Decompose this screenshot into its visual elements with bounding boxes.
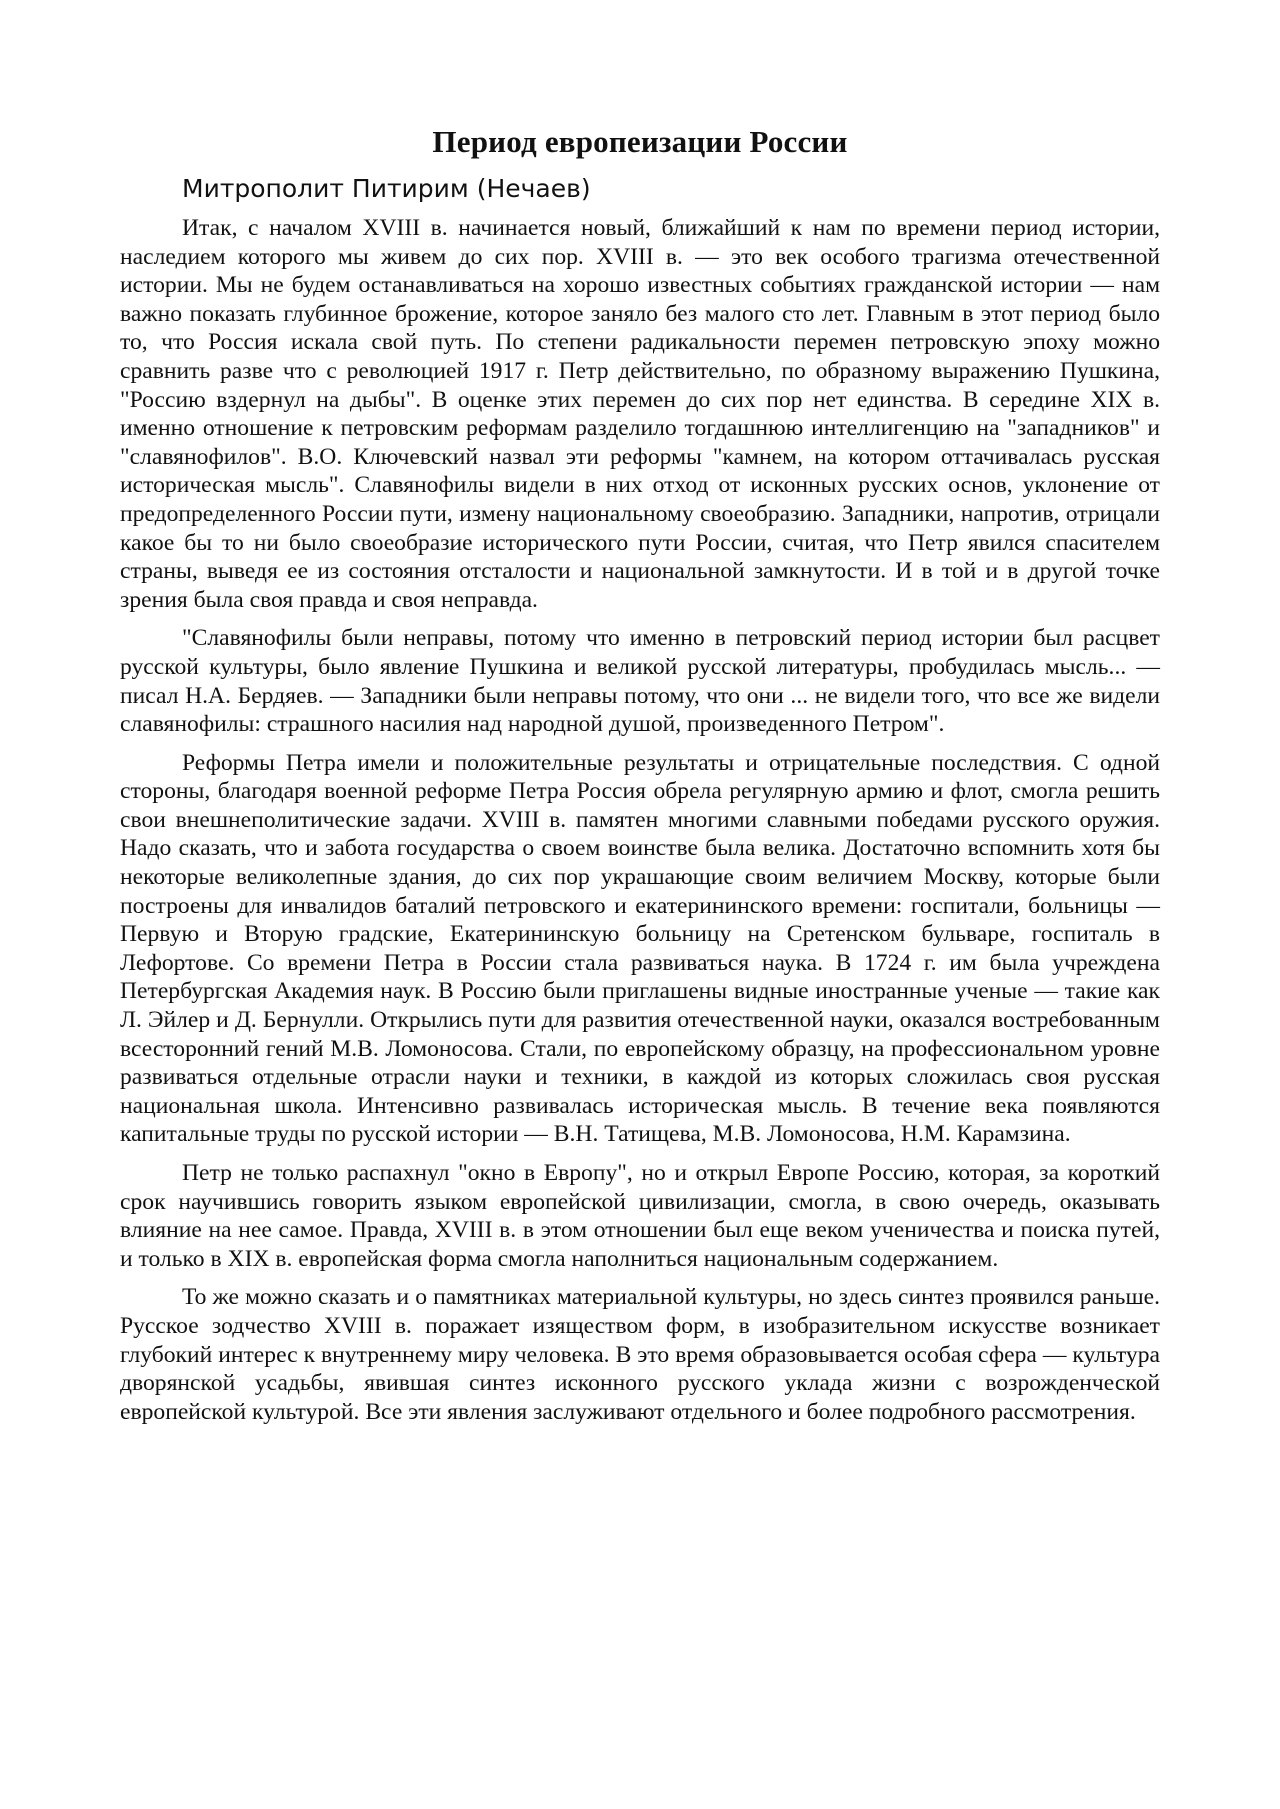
paragraph-1: Итак, с началом XVIII в. начинается новый, ближайший к нам по времени период истории, наследием которого мы живем до сих пор. XVIII в. — это век особого трагизма отечественной истории. Мы не будем останавливаться на хорошо известных событиях гражданской истории — нам важно показать глубинное брожение, которое заняло без малого сто лет. Главным в этот период было то, что Россия искала свой путь. По степени радикальности перемен петровскую эпоху можно сравнить разве что с революцией 1917 г. Петр действительно, по образному выражению Пушкина, "Россию вздернул на дыбы". В оценке этих перемен до сих пор нет единства. В середине XIX в. именно отношение к петровским реформам разделило тогдашнюю интеллигенцию на "западников" и "славянофилов". В.О. Ключевский назвал эти реформы "камнем, на котором оттачивалась русская историческая мысль". Славянофилы видели в них отход от исконных русских основ, уклонение от предопределенного России пути, измену национальному своеобразию. Западники, напротив, отрицали какое бы то ни было своеобразие исторического пути России, считая, что Петр явился спасителем страны, выведя ее из состояния отсталости и национальной замкнутости. И в той и в другой точке зрения была своя правда и своя неправда.: [120, 215, 1160, 613]
document-body: [120, 118, 1160, 1436]
paragraph-3: Реформы Петра имели и положительные результаты и отрицательные последствия. С одной стороны, благодаря военной реформе Петра Россия обрела регулярную армию и флот, смогла решить свои внешнеполитические задачи. XVIII в. памятен многими славными победами русского оружия. Надо сказать, что и забота государства о своем воинстве была велика. Достаточно вспомнить хотя бы некоторые великолепные здания, до сих пор украшающие своим величием Москву, которые были построены для инвалидов баталий петровского и екатерининского времени: госпитали, больницы — Первую и Вторую градские, Екатерининскую больницу на Сретенском бульваре, госпиталь в Лефортове. Со времени Петра в России стала развиваться наука. В 1724 г. им была учреждена Петербургская Академия наук. В Россию были приглашены видные иностранные ученые — такие как Л. Эйлер и Д. Бернулли. Открылись пути для развития отечественной науки, оказался востребованным всесторонний гений М.В. Ломоносова. Стали, по европейскому образцу, на профессиональном уровне развиваться отдельные отрасли науки и техники, в каждой из которых сложилась своя русская национальная школа. Интенсивно развивалась историческая мысль. В течение века появляются капитальные труды по русской истории — В.Н. Татищева, М.В. Ломоносова, Н.М. Карамзина.: [120, 749, 1160, 1148]
paragraph-5: То же можно сказать и о памятниках материальной культуры, но здесь синтез проявился раньше. Русское зодчество XVIII в. поражает изяществом форм, в изобразительном искусстве возникает глубокий интерес к внутреннему миру человека. В это время образовывается особая сфера — культура дворянской усадьбы, явившая синтез исконного русского уклада жизни с возрожденческой европейской культурой. Все эти явления заслуживают отдельного и более подробного рассмотрения.: [120, 1284, 1160, 1425]
paragraph-2: "Славянофилы были неправы, потому что именно в петровский период истории был расцвет русской культуры, было явление Пушкина и великой русской литературы, пробудилась мысль... — писал Н.А. Бердяев. — Западники были неправы потому, что они ... не видели того, что все же видели славянофилы: страшного насилия над народной душой, произведенного Петром".: [120, 625, 1160, 738]
paragraph-4: Петр не только распахнул "окно в Европу", но и открыл Европе Россию, которая, за короткий срок научившись говорить языком европейской цивилизации, смогла, в свою очередь, оказывать влияние на нее самое. Правда, XVIII в. в этом отношении был еще веком ученичества и поиска путей, и только в XIX в. европейская форма смогла наполниться национальным содержанием.: [120, 1160, 1160, 1272]
document-author: Митрополит Питирим (Нечаев): [182, 174, 591, 203]
document-title: Период европеизации России: [432, 124, 848, 159]
